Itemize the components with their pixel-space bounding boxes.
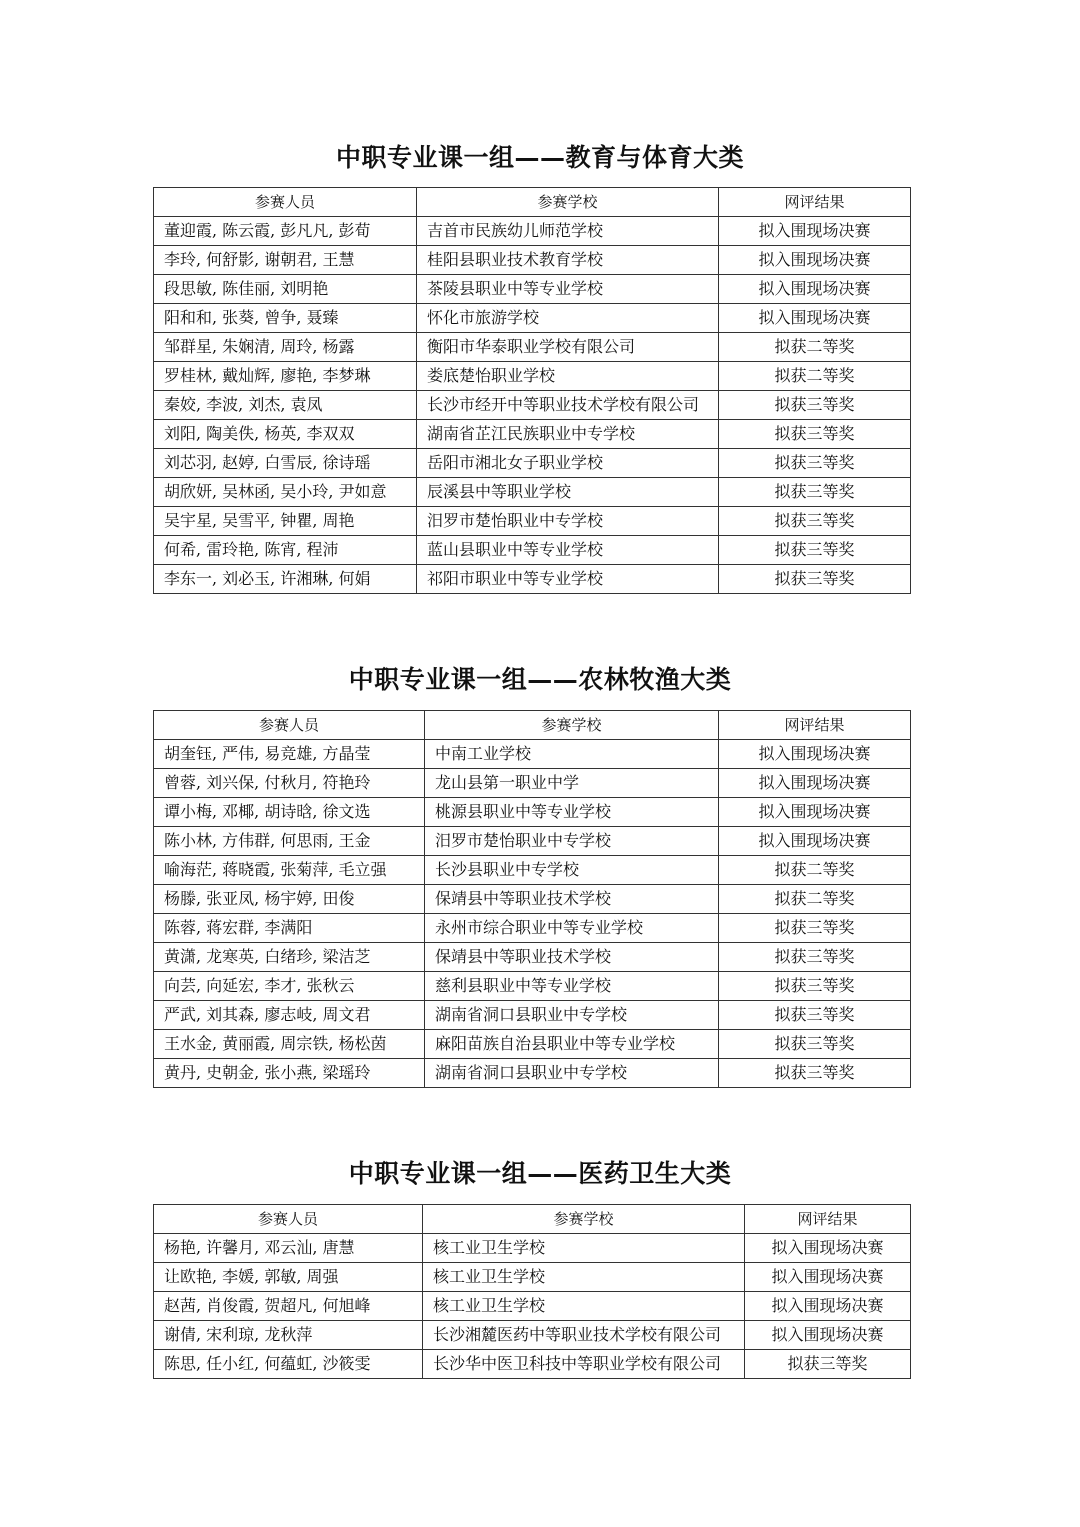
- results-table: [153, 710, 911, 1088]
- participants-cell: 胡奎钰, 严伟, 易竞雄, 方晶莹: [154, 740, 425, 769]
- school-cell: 桂阳县职业技术教育学校: [417, 246, 719, 275]
- table-row: [154, 478, 911, 507]
- header-participants: 参赛人员: [154, 188, 417, 217]
- participants-cell: 刘芯羽, 赵婷, 白雪辰, 徐诗瑶: [154, 449, 417, 478]
- result-cell: 拟获二等奖: [719, 362, 911, 391]
- table-row: [154, 943, 911, 972]
- participants-cell: 曾蓉, 刘兴保, 付秋月, 符艳玲: [154, 769, 425, 798]
- participants-cell: 向芸, 向延宏, 李才, 张秋云: [154, 972, 425, 1001]
- school-cell: 湖南省洞口县职业中专学校: [425, 1001, 719, 1030]
- table-row: [154, 1292, 911, 1321]
- result-cell: 拟获二等奖: [719, 856, 911, 885]
- result-cell: 拟获三等奖: [719, 391, 911, 420]
- participants-cell: 杨滕, 张亚凤, 杨宇婷, 田俊: [154, 885, 425, 914]
- school-cell: 怀化市旅游学校: [417, 304, 719, 333]
- school-cell: 祁阳市职业中等专业学校: [417, 565, 719, 594]
- table-row: [154, 972, 911, 1001]
- table-row: [154, 420, 911, 449]
- result-cell: 拟入围现场决赛: [719, 769, 911, 798]
- table-header-row: [154, 711, 911, 740]
- school-cell: 衡阳市华泰职业学校有限公司: [417, 333, 719, 362]
- result-cell: 拟获三等奖: [719, 507, 911, 536]
- school-cell: 吉首市民族幼儿师范学校: [417, 217, 719, 246]
- result-cell: 拟入围现场决赛: [719, 304, 911, 333]
- participants-cell: 吴宇星, 吴雪平, 钟瞿, 周艳: [154, 507, 417, 536]
- school-cell: 长沙华中医卫科技中等职业学校有限公司: [423, 1350, 745, 1379]
- header-school: 参赛学校: [423, 1205, 745, 1234]
- table-row: [154, 304, 911, 333]
- result-cell: 拟获三等奖: [719, 1001, 911, 1030]
- school-cell: 长沙县职业中专学校: [425, 856, 719, 885]
- result-cell: 拟入围现场决赛: [745, 1263, 911, 1292]
- table-row: [154, 1030, 911, 1059]
- school-cell: 保靖县中等职业技术学校: [425, 885, 719, 914]
- table-row: [154, 1001, 911, 1030]
- table-row: [154, 740, 911, 769]
- result-cell: 拟入围现场决赛: [719, 275, 911, 304]
- school-cell: 汨罗市楚怡职业中专学校: [425, 827, 719, 856]
- school-cell: 保靖县中等职业技术学校: [425, 943, 719, 972]
- table-row: [154, 914, 911, 943]
- result-cell: 拟获三等奖: [719, 420, 911, 449]
- participants-cell: 黄丹, 史朝金, 张小燕, 梁瑶玲: [154, 1059, 425, 1088]
- header-result: 网评结果: [719, 188, 911, 217]
- school-cell: 中南工业学校: [425, 740, 719, 769]
- result-cell: 拟获三等奖: [719, 1030, 911, 1059]
- school-cell: 娄底楚怡职业学校: [417, 362, 719, 391]
- participants-cell: 陈小林, 方伟群, 何思雨, 王金: [154, 827, 425, 856]
- table-row: [154, 449, 911, 478]
- result-cell: 拟获三等奖: [719, 478, 911, 507]
- table-row: [154, 1234, 911, 1263]
- result-cell: 拟入围现场决赛: [745, 1321, 911, 1350]
- result-cell: 拟入围现场决赛: [719, 827, 911, 856]
- result-cell: 拟获三等奖: [719, 1059, 911, 1088]
- result-cell: 拟获三等奖: [719, 943, 911, 972]
- participants-cell: 王水金, 黄丽霞, 周宗铁, 杨松茵: [154, 1030, 425, 1059]
- school-cell: 核工业卫生学校: [423, 1263, 745, 1292]
- header-participants: 参赛人员: [154, 711, 425, 740]
- participants-cell: 黄潇, 龙寒英, 白绪珍, 梁洁芝: [154, 943, 425, 972]
- school-cell: 永州市综合职业中等专业学校: [425, 914, 719, 943]
- participants-cell: 严武, 刘其森, 廖志岐, 周文君: [154, 1001, 425, 1030]
- table-row: [154, 769, 911, 798]
- school-cell: 麻阳苗族自治县职业中等专业学校: [425, 1030, 719, 1059]
- result-cell: 拟获三等奖: [719, 972, 911, 1001]
- result-cell: 拟入围现场决赛: [745, 1234, 911, 1263]
- participants-cell: 罗桂林, 戴灿辉, 廖艳, 李梦琳: [154, 362, 417, 391]
- section-title: 中职专业课一组——农林牧渔大类: [348, 665, 732, 694]
- participants-cell: 阳和和, 张葵, 曾争, 聂臻: [154, 304, 417, 333]
- result-cell: 拟获二等奖: [719, 333, 911, 362]
- participants-cell: 陈思, 任小红, 何蕴虹, 沙筱雯: [154, 1350, 423, 1379]
- result-cell: 拟获三等奖: [719, 914, 911, 943]
- participants-cell: 何希, 雷玲艳, 陈宵, 程沛: [154, 536, 417, 565]
- table-row: [154, 217, 911, 246]
- table-row: [154, 333, 911, 362]
- table-row: [154, 1321, 911, 1350]
- header-result: 网评结果: [745, 1205, 911, 1234]
- table-row: [154, 507, 911, 536]
- section-title: 中职专业课一组——教育与体育大类: [335, 143, 744, 172]
- participants-cell: 杨艳, 许馨月, 邓云汕, 唐慧: [154, 1234, 423, 1263]
- result-cell: 拟获三等奖: [719, 536, 911, 565]
- result-cell: 拟入围现场决赛: [719, 798, 911, 827]
- result-cell: 拟获三等奖: [719, 449, 911, 478]
- header-school: 参赛学校: [425, 711, 719, 740]
- participants-cell: 谢倩, 宋利琼, 龙秋萍: [154, 1321, 423, 1350]
- participants-cell: 董迎霞, 陈云霞, 彭凡凡, 彭荀: [154, 217, 417, 246]
- header-participants: 参赛人员: [154, 1205, 423, 1234]
- result-cell: 拟入围现场决赛: [719, 217, 911, 246]
- school-cell: 桃源县职业中等专业学校: [425, 798, 719, 827]
- participants-cell: 秦姣, 李波, 刘杰, 袁凤: [154, 391, 417, 420]
- section-title: 中职专业课一组——医药卫生大类: [348, 1159, 732, 1188]
- table-row: [154, 798, 911, 827]
- school-cell: 岳阳市湘北女子职业学校: [417, 449, 719, 478]
- results-table: [153, 187, 911, 594]
- results-table: [153, 1204, 911, 1379]
- result-cell: 拟获三等奖: [719, 565, 911, 594]
- participants-cell: 让欧艳, 李媛, 郭敏, 周强: [154, 1263, 423, 1292]
- school-cell: 慈利县职业中等专业学校: [425, 972, 719, 1001]
- result-cell: 拟获二等奖: [719, 885, 911, 914]
- participants-cell: 胡欣妍, 吴林函, 吴小玲, 尹如意: [154, 478, 417, 507]
- result-cell: 拟入围现场决赛: [719, 740, 911, 769]
- table-row: [154, 1263, 911, 1292]
- table-row: [154, 1059, 911, 1088]
- table-row: [154, 536, 911, 565]
- school-cell: 蓝山县职业中等专业学校: [417, 536, 719, 565]
- school-cell: 辰溪县中等职业学校: [417, 478, 719, 507]
- header-school: 参赛学校: [417, 188, 719, 217]
- table-header-row: [154, 1205, 911, 1234]
- table-row: [154, 246, 911, 275]
- school-cell: 核工业卫生学校: [423, 1234, 745, 1263]
- result-cell: 拟获三等奖: [745, 1350, 911, 1379]
- participants-cell: 赵茜, 肖俊霞, 贺超凡, 何旭峰: [154, 1292, 423, 1321]
- participants-cell: 邹群星, 朱娴清, 周玲, 杨露: [154, 333, 417, 362]
- result-cell: 拟入围现场决赛: [719, 246, 911, 275]
- participants-cell: 段思敏, 陈佳丽, 刘明艳: [154, 275, 417, 304]
- participants-cell: 李东一, 刘必玉, 许湘琳, 何娟: [154, 565, 417, 594]
- school-cell: 湖南省芷江民族职业中专学校: [417, 420, 719, 449]
- table-row: [154, 565, 911, 594]
- table-row: [154, 827, 911, 856]
- participants-cell: 刘阳, 陶美佚, 杨英, 李双双: [154, 420, 417, 449]
- table-row: [154, 391, 911, 420]
- table-row: [154, 856, 911, 885]
- school-cell: 茶陵县职业中等专业学校: [417, 275, 719, 304]
- table-row: [154, 275, 911, 304]
- school-cell: 长沙湘麓医药中等职业技术学校有限公司: [423, 1321, 745, 1350]
- participants-cell: 李玲, 何舒影, 谢朝君, 王慧: [154, 246, 417, 275]
- table-row: [154, 1350, 911, 1379]
- header-result: 网评结果: [719, 711, 911, 740]
- school-cell: 湖南省洞口县职业中专学校: [425, 1059, 719, 1088]
- result-cell: 拟入围现场决赛: [745, 1292, 911, 1321]
- school-cell: 核工业卫生学校: [423, 1292, 745, 1321]
- table-header-row: [154, 188, 911, 217]
- table-row: [154, 885, 911, 914]
- table-row: [154, 362, 911, 391]
- school-cell: 汨罗市楚怡职业中专学校: [417, 507, 719, 536]
- participants-cell: 陈蓉, 蒋宏群, 李满阳: [154, 914, 425, 943]
- participants-cell: 谭小梅, 邓椰, 胡诗晗, 徐文选: [154, 798, 425, 827]
- participants-cell: 喻海茫, 蒋晓霞, 张菊萍, 毛立强: [154, 856, 425, 885]
- school-cell: 龙山县第一职业中学: [425, 769, 719, 798]
- school-cell: 长沙市经开中等职业技术学校有限公司: [417, 391, 719, 420]
